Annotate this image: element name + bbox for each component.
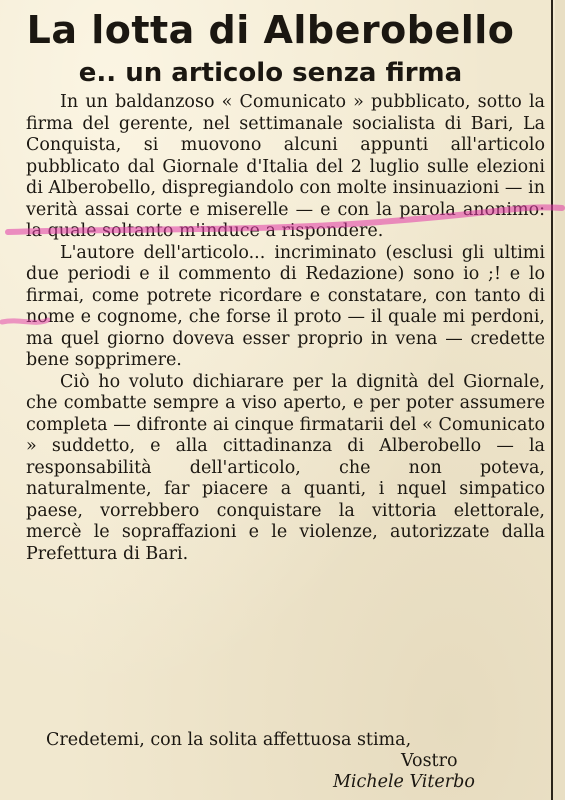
column-rule	[551, 0, 553, 800]
page-edge	[555, 0, 565, 800]
article-body	[26, 92, 545, 565]
paragraph-2: L'autore dell'articolo... incriminato (esclusi gli ultimi due periodi e il commento di Redazione) sono io ;! e lo firmai, come potrete ricordare e constatare, con tanto di nome e cognome, che forse il proto — il quale mi perdoni, ma quel giorno doveva esser proprio in vena — credette bene sopprimere.	[26, 242, 545, 370]
author-signature: Michele Viterbo	[333, 772, 475, 792]
valediction: Vostro	[401, 751, 458, 771]
headline: La lotta di Alberobello	[26, 8, 515, 52]
paragraph-1: In un baldanzoso « Comunicato » pubblicato, sotto la firma del gerente, nel settimanale socialista di Bari, La Conquista, si muovono alcuni appunti all'articolo pubblicato dal Giornale d'Italia del 2 luglio sulle elezioni di Alberobello, dispregiandolo con molte insinuazioni — in verità assai corte e miserelle — e con la parola anonimo: la quale soltanto m'induce a rispondere.	[26, 92, 545, 241]
closing-line: Credetemi, con la solita affettuosa stima,	[46, 730, 412, 750]
subheadline: e.. un articolo senza firma	[78, 58, 463, 88]
paragraph-3: Ciò ho voluto dichiarare per la dignità del Giornale, che combatte sempre a viso aperto, e per poter assumere completa — difronte ai cinque firmatarii del « Comunicato » suddetto, e alla cittadinanza di Alberobello — la responsabilità dell'articolo, che non poteva, naturalmente, far piacere a quanti, i nquel simpatico paese, vorrebbero conquistare la vittoria elettorale, mercè le sopraffazioni e le violenze, autorizzate dalla Prefettura di Bari.	[26, 371, 545, 564]
